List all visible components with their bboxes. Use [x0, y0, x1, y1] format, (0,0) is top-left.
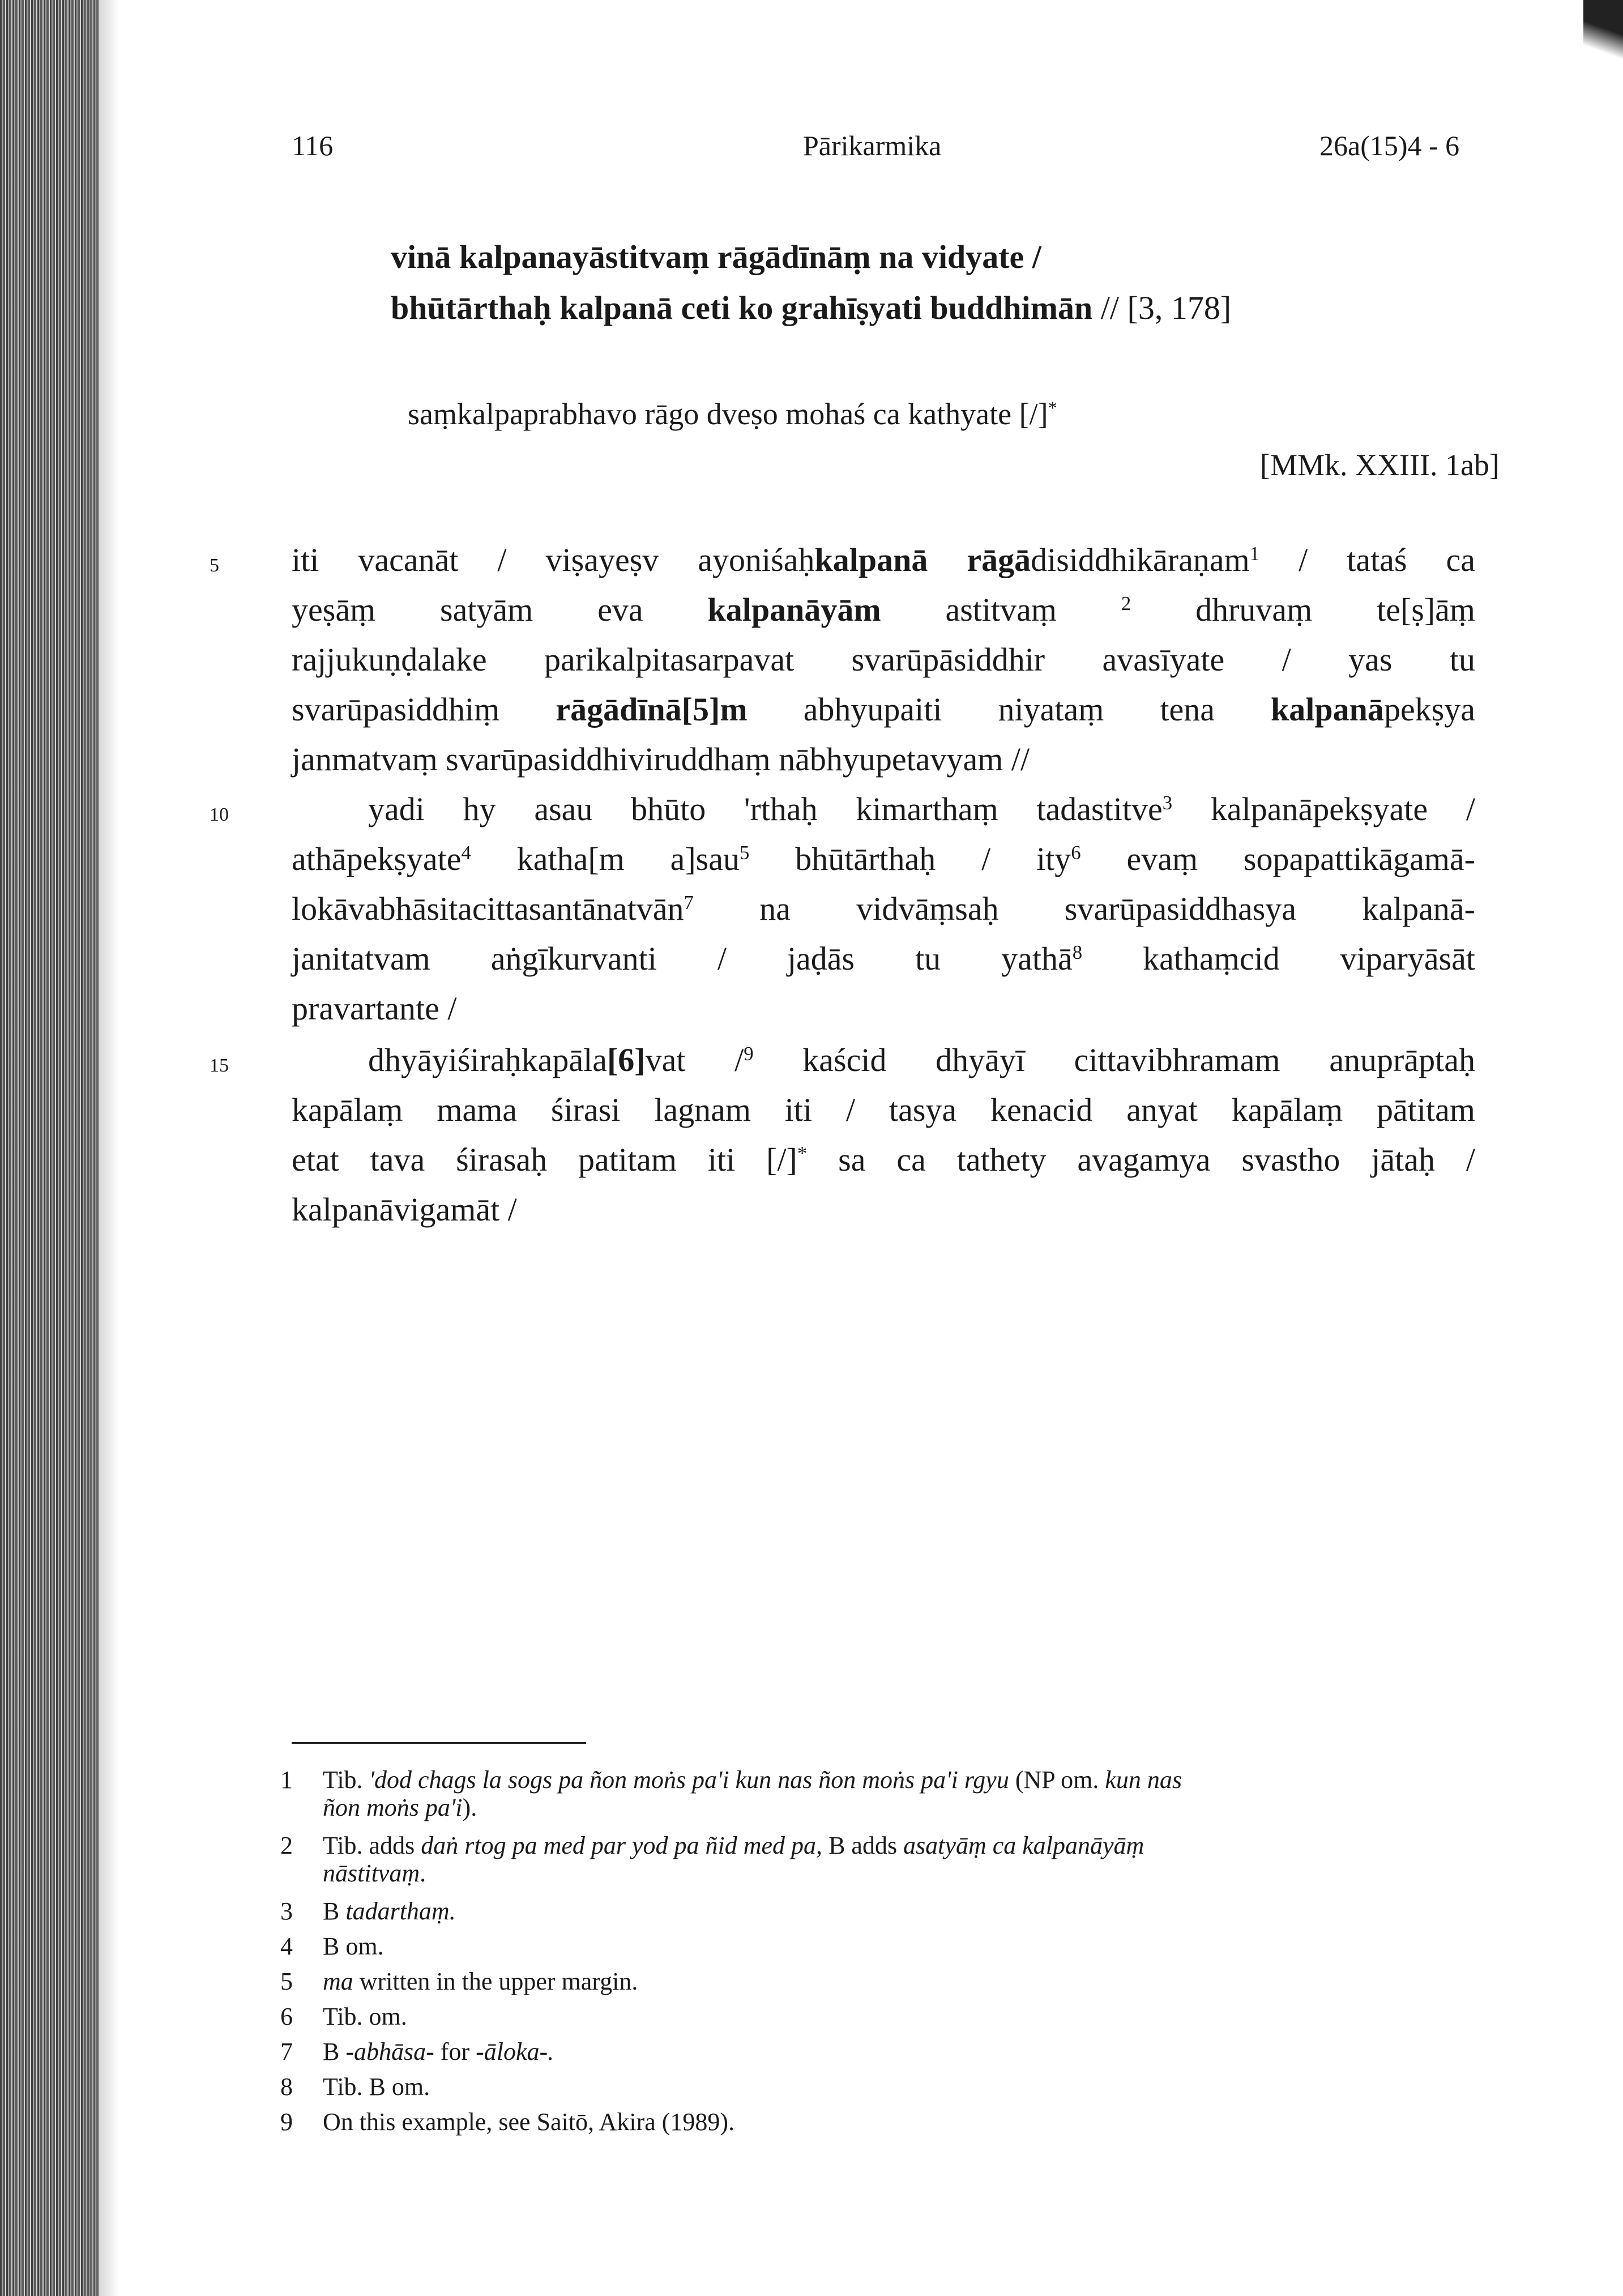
verse-line-1: vinā kalpanayāstitvaṃ rāgādīnāṃ na vidyate / [391, 238, 1041, 275]
footnote-8: 8 Tib. B om. [280, 2073, 430, 2101]
footnote-2-continued: nāstitvaṃ. [323, 1859, 426, 1887]
footnote-3: 3 B tadarthaṃ. [280, 1897, 456, 1925]
text-line: athāpekṣyate$^4$ katha[m a]sau$^5$ bhūtārthaḥ / ity$^6$ evaṃ sopapattikāgamā- [292, 840, 1475, 877]
page-number: 116 [292, 130, 334, 161]
text-line: pravartante / [292, 990, 457, 1027]
footnote-7: 7 B -abhāsa- for -āloka-. [280, 2038, 554, 2065]
text-line: svarūpasiddhiṃ rāgādīnā[5]m abhyupaiti niyataṃ tena kalpanāpekṣya [292, 691, 1475, 728]
line-number-15: 15 [210, 1055, 229, 1076]
text-line: lokāvabhāsitacittasantānatvān$^7$ na vidvāṃsaḥ svarūpasiddhasya kalpanā- [292, 890, 1475, 927]
verse-reference: // [3, 178] [1100, 289, 1232, 326]
gutter-shadow [85, 0, 119, 2296]
page-corner-shadow [1583, 0, 1623, 85]
text-line: kalpanāvigamāt / [292, 1191, 517, 1228]
line-number-5: 5 [210, 555, 219, 576]
footnote-6: 6 Tib. om. [280, 2003, 407, 2030]
mmk-quote: saṃkalpaprabhavo rāgo dveṣo mohaś ca kathyate [/]* [408, 397, 1057, 431]
footnote-1-continued: ñon moṅs pa'i). [323, 1794, 477, 1821]
footnote-2: 2 Tib. adds daṅ rtog pa med par yod pa ñid med pa, B adds asatyāṃ ca kalpanāyāṃ [280, 1832, 1144, 1859]
text-line: iti vacanāt / viṣayeṣv ayoniśaḥkalpanā rāgādisiddhikāraṇam$^1$ / tataś ca [292, 541, 1475, 578]
line-number-10: 10 [210, 804, 229, 825]
footnote-9: 9 On this example, see Saitō, Akira (1989). [280, 2108, 735, 2136]
book-gutter [0, 0, 99, 2296]
text-line: etat tava śirasaḥ patitam iti [/]* sa ca tathety avagamya svastho jātaḥ / [292, 1141, 1476, 1178]
folio-reference: 26a(15)4 - 6 [1319, 130, 1460, 161]
quote-source: [MMk. XXIII. 1ab] [1260, 448, 1500, 482]
text-line: kapālaṃ mama śirasi lagnam iti / tasya kenacid anyat kapālaṃ pātitam [292, 1091, 1475, 1128]
verse-line-2: bhūtārthaḥ kalpanā ceti ko grahīṣyati buddhimān // [3, 178] [391, 289, 1232, 326]
footnote-4: 4 B om. [280, 1932, 384, 1960]
footnote-rule [292, 1742, 586, 1744]
text-line: rajjukuṇḍalake parikalpitasarpavat svarūpāsiddhir avasīyate / yas tu [292, 641, 1475, 678]
footnote-1: 1 Tib. 'dod chags la sogs pa ñon moṅs pa'i kun nas ñon moṅs pa'i rgyu (NP om. kun nas [280, 1766, 1182, 1794]
text-line: yeṣāṃ satyām eva kalpanāyām astitvaṃ $^2$ dhruvaṃ te[ṣ]āṃ [292, 591, 1476, 628]
text-line: janitatvam aṅgīkurvanti / jaḍās tu yathā$^8$ kathaṃcid viparyāsāt [292, 940, 1475, 977]
text-line: yadi hy asau bhūto 'rthaḥ kimarthaṃ tadastitve$^3$ kalpanāpekṣyate / [368, 791, 1475, 827]
text-line: dhyāyiśiraḥkapāla[6]vat /$^9$ kaścid dhyāyī cittavibhramam anuprāptaḥ [368, 1042, 1475, 1078]
footnote-5: 5 ma written in the upper margin. [280, 1968, 638, 1995]
running-title: Pārikarmika [803, 130, 942, 161]
text-line: janmatvaṃ svarūpasiddhiviruddhaṃ nābhyupetavyam // [292, 741, 1030, 778]
